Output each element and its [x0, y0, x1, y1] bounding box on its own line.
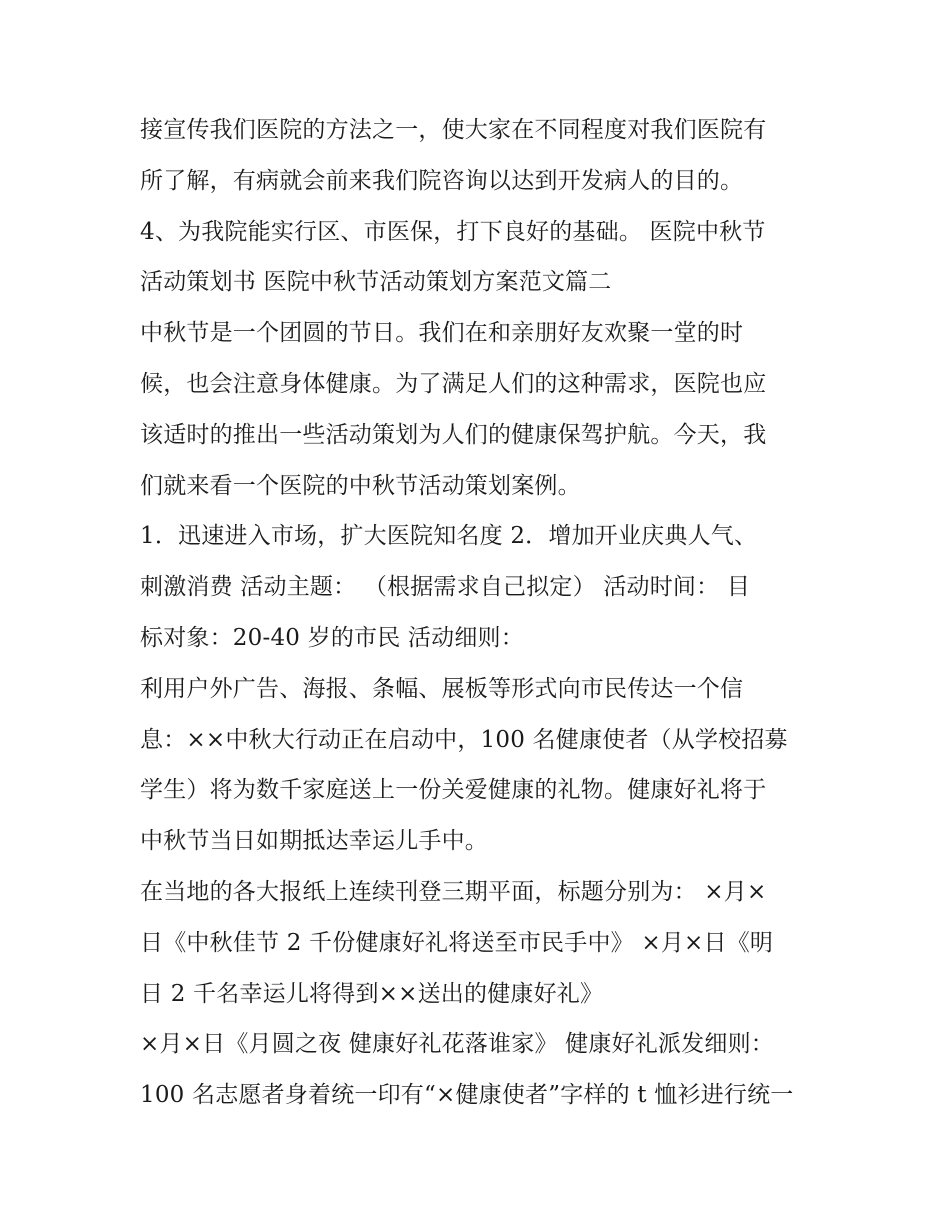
text-line: 候，也会注意身体健康。为了满足人们的这种需求，医院也应	[140, 370, 767, 397]
paragraph-outdoor-advertising	[140, 664, 820, 867]
text-line: 中秋节是一个团圆的节日。我们在和亲朋好友欢聚一堂的时	[140, 320, 744, 347]
text-line: 所了解，有病就会前来我们院咨询以达到开发病人的目的。	[140, 167, 744, 194]
text-line: 利用户外广告、海报、条幅、展板等形式向市民传达一个信	[140, 675, 744, 702]
text-line: 日《中秋佳节 2 千份健康好礼将送至市民手中》 ×月×日《明	[140, 929, 774, 956]
text-line: 刺激消费 活动主题： （根据需求自己拟定） 活动时间： 目	[140, 574, 751, 601]
paragraph-medical-insurance	[140, 207, 820, 309]
paragraph-newspaper-ads	[140, 867, 820, 1019]
paragraph-hospital-promotion	[140, 105, 820, 207]
paragraph-mid-autumn-intro	[140, 308, 820, 511]
text-line: 日 2 千名幸运儿将得到××送出的健康好礼》	[140, 980, 604, 1007]
text-line: 接宣传我们医院的方法之一，使大家在不同程度对我们医院有	[140, 117, 767, 143]
text-line: 100 名志愿者身着统一印有“×健康使者”字样的 t 恤衫进行统一	[140, 1082, 794, 1109]
text-line: 活动策划书 医院中秋节活动策划方案范文篇二	[140, 269, 612, 296]
paragraph-gift-distribution	[140, 1019, 820, 1121]
text-line: 息：××中秋大行动正在启动中，100 名健康使者（从学校招募	[140, 726, 788, 753]
text-line: 标对象：20-40 岁的市民 活动细则：	[140, 624, 524, 651]
text-line: 学生）将为数千家庭送上一份关爱健康的礼物。健康好礼将于	[140, 777, 767, 804]
text-line: 在当地的各大报纸上连续刊登三期平面，标题分别为： ×月×	[140, 878, 767, 905]
paragraph-activity-goals	[140, 511, 820, 663]
text-line: 1．迅速进入市场，扩大医院知名度 2．增加开业庆典人气、	[140, 523, 758, 550]
document-body	[140, 105, 820, 1121]
text-line: 们就来看一个医院的中秋节活动策划案例。	[140, 472, 581, 499]
text-line: 中秋节当日如期抵达幸运儿手中。	[140, 828, 488, 855]
text-line: ×月×日《月圆之夜 健康好礼花落谁家》 健康好礼派发细则：	[140, 1031, 774, 1058]
text-line: 4、为我院能实行区、市医保，打下良好的基础。 医院中秋节	[140, 218, 766, 245]
text-line: 该适时的推出一些活动策划为人们的健康保驾护航。今天，我	[140, 421, 767, 448]
